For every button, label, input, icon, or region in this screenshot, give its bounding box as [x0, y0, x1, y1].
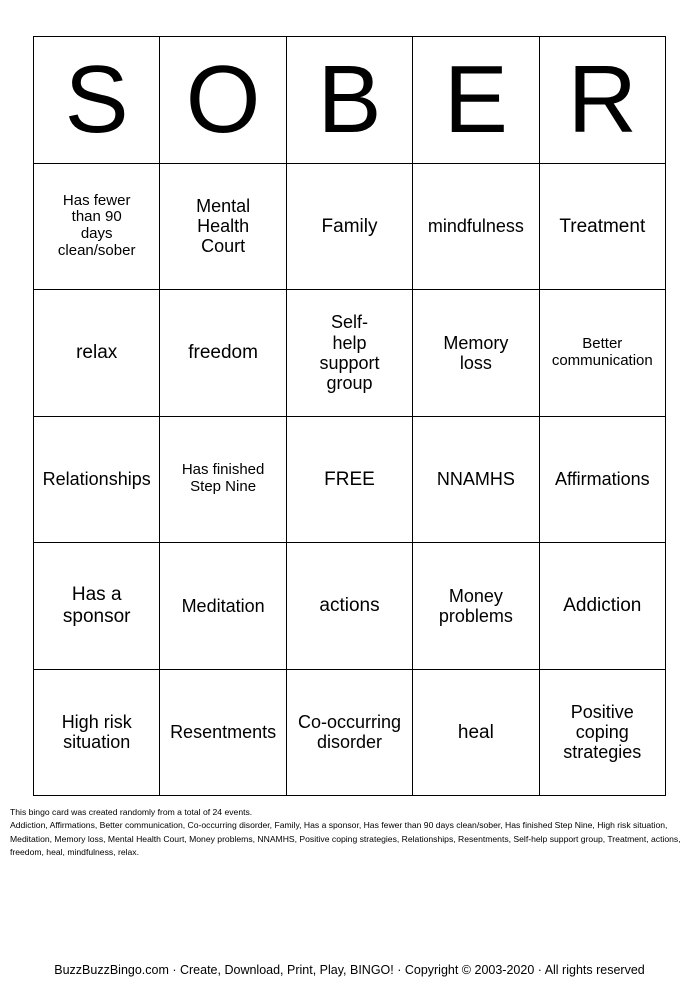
bingo-cell: Money problems [413, 543, 539, 670]
bingo-cell: Resentments [160, 670, 286, 797]
bingo-cell: Has finished Step Nine [160, 417, 286, 544]
free-space: FREE [287, 417, 413, 544]
bingo-cell: Memory loss [413, 290, 539, 417]
bingo-cell: Positive coping strategies [540, 670, 666, 797]
bingo-cell: Mental Health Court [160, 164, 286, 291]
bingo-cell: Relationships [34, 417, 160, 544]
bingo-cell: Better communication [540, 290, 666, 417]
bingo-cell: NNAMHS [413, 417, 539, 544]
info-summary: This bingo card was created randomly from a total of 24 events. [10, 807, 253, 817]
bingo-cell: Meditation [160, 543, 286, 670]
bingo-cell: actions [287, 543, 413, 670]
info-event-list: Addiction, Affirmations, Better communication, Co-occurring disorder, Family, Has a sponsor, Has fewer than 90 days clean/sober, Has finished Step Nine, High risk situation, Meditation, Memory loss, Mental Health Court, Money problems, NNAMHS, Positive coping strategies, Relationships, Resentments, Self-help support group, Treatment, actions, freedom, heal, mindfulness, relax. [10, 820, 681, 857]
bingo-cell: Affirmations [540, 417, 666, 544]
bingo-card [33, 36, 666, 796]
bingo-cell: Self-help support group [287, 290, 413, 417]
bingo-cell: heal [413, 670, 539, 797]
bingo-cell: Family [287, 164, 413, 291]
footer-copyright: BuzzBuzzBingo.com · Create, Download, Print, Play, BINGO! · Copyright © 2003-2020 · All rights reserved [54, 963, 645, 977]
bingo-cell: relax [34, 290, 160, 417]
bingo-cell: Has fewer than 90 days clean/sober [34, 164, 160, 291]
bingo-cell: Addiction [540, 543, 666, 670]
bingo-cell: Treatment [540, 164, 666, 291]
bingo-cell: Has a sponsor [34, 543, 160, 670]
header-letter-e: E [413, 37, 539, 164]
bingo-cell: mindfulness [413, 164, 539, 291]
bingo-cell: freedom [160, 290, 286, 417]
header-letter-o: O [160, 37, 286, 164]
bingo-cell: High risk situation [34, 670, 160, 797]
header-letter-b: B [287, 37, 413, 164]
header-letter-r: R [540, 37, 666, 164]
header-letter-s: S [34, 37, 160, 164]
bingo-cell: Co-occurring disorder [287, 670, 413, 797]
card-info [10, 806, 692, 859]
